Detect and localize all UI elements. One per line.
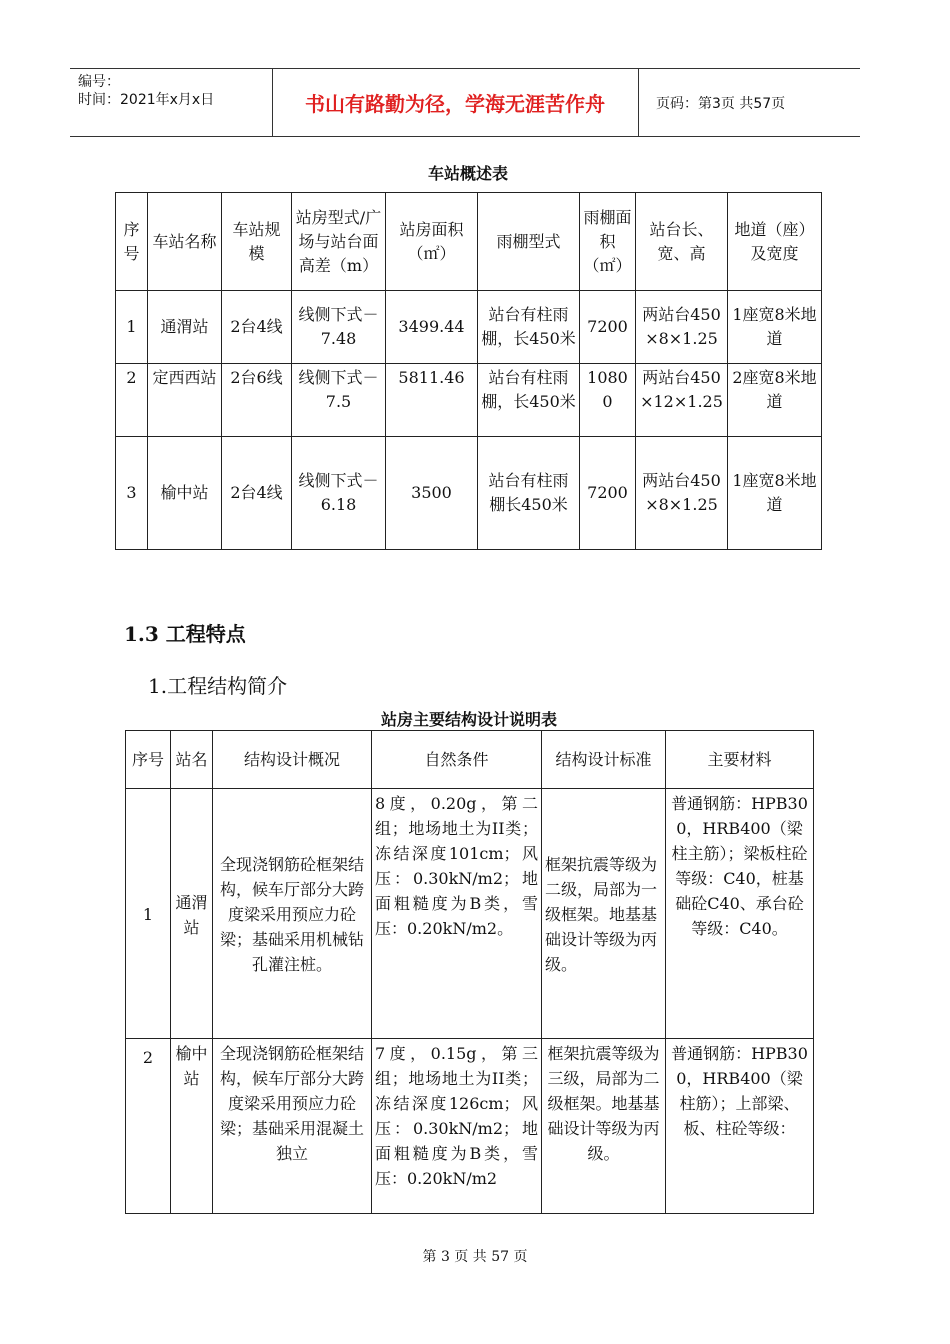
- header-cell: 站台长、宽、高: [636, 193, 728, 291]
- table-cell: 普通钢筋：HPB300，HRB400（梁柱筋）；上部梁、板、柱砼等级：: [666, 1039, 814, 1214]
- table-cell: 两站台450×8×1.25: [636, 291, 728, 364]
- table-cell: 3: [116, 437, 148, 550]
- table-cell: 框架抗震等级为二级，局部为一级框架。地基基础设计等级为丙级。: [542, 789, 666, 1039]
- table-cell: 榆中站: [148, 437, 222, 550]
- table-cell: 8度，0.20g，第二组；地场地土为II类；冻结深度101cm；风压：0.30kN/m2；地面粗糙度为B类，雪压：0.20kN/m2。: [372, 789, 542, 1039]
- table-cell: 2台4线: [222, 291, 292, 364]
- header-cell: 站房面积（㎡）: [386, 193, 478, 291]
- table-cell: 7度，0.15g，第三组；地场地土为II类；冻结深度126cm；风压：0.30kN/m2；地面粗糙度为B类，雪压：0.20kN/m2: [372, 1039, 542, 1214]
- table-cell: 站台有柱雨棚，长450米: [478, 291, 580, 364]
- header-cell: 序号: [126, 731, 171, 789]
- table-cell: 7200: [580, 291, 636, 364]
- table-cell: 通渭站: [171, 789, 213, 1039]
- header-cell: 雨棚面积（㎡）: [580, 193, 636, 291]
- table-cell: 1座宽8米地道: [728, 291, 822, 364]
- header-cell: 车站规模: [222, 193, 292, 291]
- table-row: [116, 364, 822, 437]
- table-cell: 1: [126, 789, 171, 1039]
- header-cell: 自然条件: [372, 731, 542, 789]
- table-cell: 1: [116, 291, 148, 364]
- header-cell: 地道（座）及宽度: [728, 193, 822, 291]
- section-heading: 1.3 工程特点: [124, 622, 246, 646]
- table2-caption: 站房主要结构设计说明表: [380, 710, 557, 729]
- table-cell: 1座宽8米地道: [728, 437, 822, 550]
- table-cell: 通渭站: [148, 291, 222, 364]
- table1-caption: 车站概述表: [427, 164, 508, 183]
- table-cell: 2座宽8米地道: [728, 364, 822, 437]
- table-cell: 全现浇钢筋砼框架结构，候车厅部分大跨度梁采用预应力砼梁；基础采用混凝土独立: [213, 1039, 372, 1214]
- header-cell: 结构设计标准: [542, 731, 666, 789]
- header-cell: 站名: [171, 731, 213, 789]
- table-cell: 榆中站: [171, 1039, 213, 1214]
- table-cell: 站台有柱雨棚长450米: [478, 437, 580, 550]
- header-cell: 雨棚型式: [478, 193, 580, 291]
- page-header: [70, 68, 860, 137]
- table-cell: 2台6线: [222, 364, 292, 437]
- table-cell: 5811.46: [386, 364, 478, 437]
- header-page-label: 页码：第3页 共57页: [656, 96, 786, 112]
- table-cell: 3500: [386, 437, 478, 550]
- document-number-label: 编号：: [78, 74, 120, 90]
- table-cell: 2: [116, 364, 148, 437]
- table-cell: 7200: [580, 437, 636, 550]
- table-row: [116, 291, 822, 364]
- table-cell: 2: [126, 1039, 171, 1214]
- table-header-row: [116, 193, 822, 291]
- table-row: [126, 789, 814, 1039]
- table-cell: 线侧下式－7.48: [292, 291, 386, 364]
- header-divider: [638, 69, 639, 136]
- table-header-row: [126, 731, 814, 789]
- table-cell: 线侧下式－7.5: [292, 364, 386, 437]
- table-cell: 站台有柱雨棚，长450米: [478, 364, 580, 437]
- table-cell: 两站台450×12×1.25: [636, 364, 728, 437]
- table-row: [126, 1039, 814, 1214]
- table-cell: 3499.44: [386, 291, 478, 364]
- table-cell: 线侧下式－6.18: [292, 437, 386, 550]
- header-cell: 站房型式/广场与站台面高差（m）: [292, 193, 386, 291]
- table-cell: 全现浇钢筋砼框架结构，候车厅部分大跨度梁采用预应力砼梁；基础采用机械钻孔灌注桩。: [213, 789, 372, 1039]
- table-row: [116, 437, 822, 550]
- table-cell: 2台4线: [222, 437, 292, 550]
- document-time-label: 时间：2021年x月x日: [78, 92, 215, 108]
- table-cell: 框架抗震等级为三级，局部为二级框架。地基基础设计等级为丙级。: [542, 1039, 666, 1214]
- header-cell: 结构设计概况: [213, 731, 372, 789]
- table-cell: 两站台450×8×1.25: [636, 437, 728, 550]
- table-cell: 10800: [580, 364, 636, 437]
- header-cell: 车站名称: [148, 193, 222, 291]
- header-cell: 序号: [116, 193, 148, 291]
- header-motto: 书山有路勤为径，学海无涯苦作舟: [305, 92, 605, 116]
- header-meta: [78, 73, 214, 109]
- page-footer: 第 3 页 共 57 页: [422, 1249, 528, 1265]
- table-cell: 定西西站: [148, 364, 222, 437]
- header-cell: 主要材料: [666, 731, 814, 789]
- subsection-heading: 1.工程结构简介: [148, 674, 288, 698]
- station-overview-table: [115, 192, 822, 550]
- structure-design-table: [125, 730, 814, 1214]
- table-cell: 普通钢筋：HPB300，HRB400（梁柱主筋）；梁板柱砼等级：C40，桩基础砼C40、承台砼等级：C40。: [666, 789, 814, 1039]
